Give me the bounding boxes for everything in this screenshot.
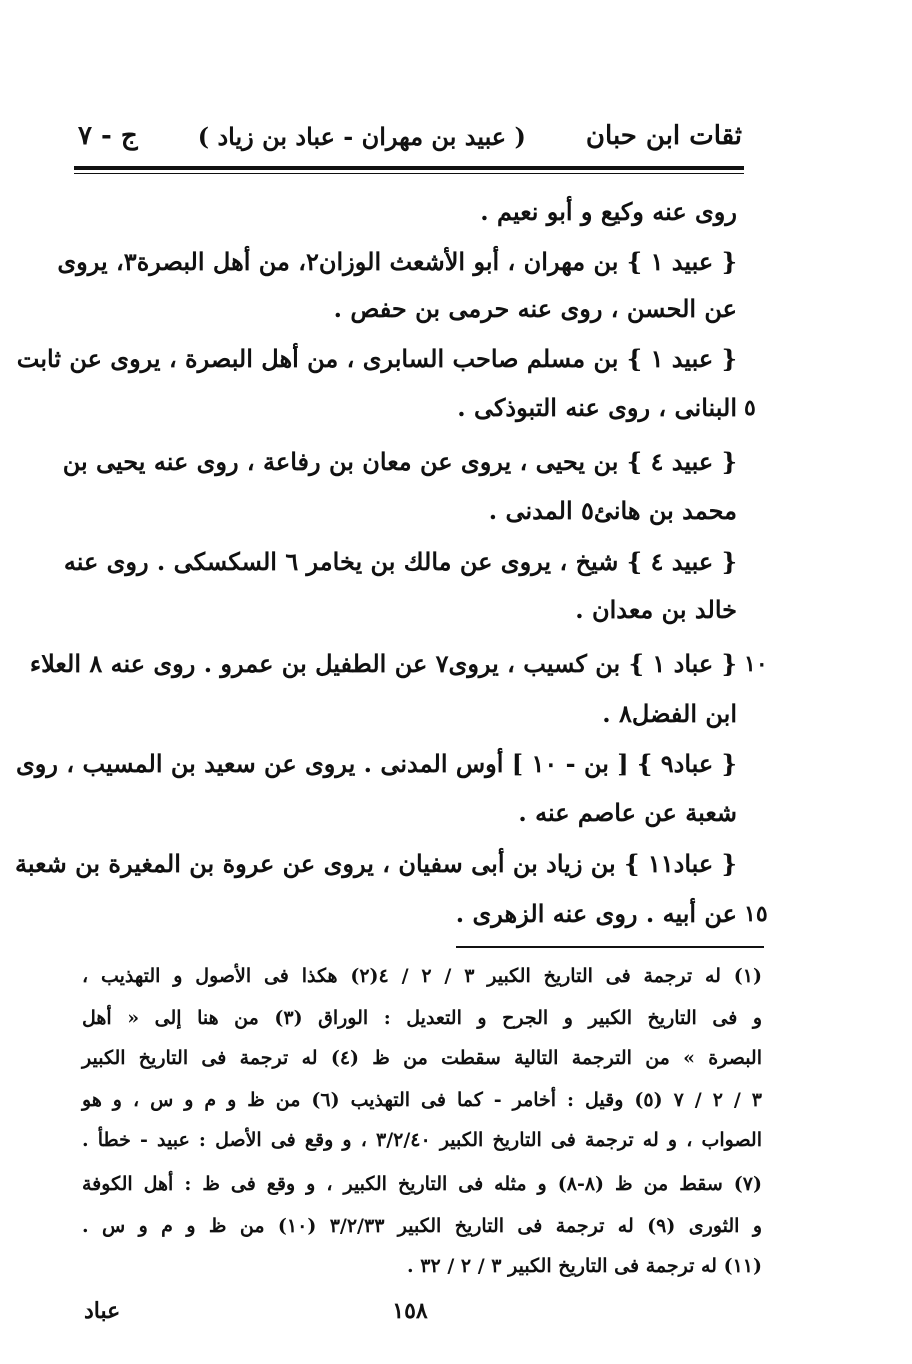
text-line-15: عن أبيه . روى عنه الزهرى . xyxy=(455,899,737,928)
footnote-line-6: (٧) سقط من ظ (٨-٨) و مثله فى التاريخ الكبير ، و وقع فى ظ : أهل الكوفة xyxy=(82,1173,762,1195)
text-line-1: روى عنه وكيع و أبو نعيم . xyxy=(480,197,737,226)
text-line-3: عن الحسن ، روى عنه حرمى بن حفص . xyxy=(333,294,737,323)
catchword: عباد xyxy=(84,1298,121,1324)
text-line-5: البنانى ، روى عنه التبوذكى . xyxy=(457,393,737,422)
page-number: ١٥٨ xyxy=(392,1298,428,1324)
text-line-11: ابن الفضل٨ . xyxy=(602,699,737,728)
footnote-line-8: (١١) له ترجمة فى التاريخ الكبير ٣ / ٢ / ٣٢ . xyxy=(407,1255,762,1277)
footnote-line-3: البصرة » من الترجمة التالية سقطت من ظ (٤) له ترجمة فى التاريخ الكبير xyxy=(82,1047,762,1069)
text-line-13: شعبة عن عاصم عنه . xyxy=(518,798,737,827)
line-number-5: ٥ xyxy=(744,395,756,421)
footnote-line-1: (١) له ترجمة فى التاريخ الكبير ٣ / ٢ / ٤(٢) هكذا فى الأصول و التهذيب ، xyxy=(82,965,763,987)
text-line-7: محمد بن هانئ٥ المدنى . xyxy=(488,496,737,525)
line-number-10: ١٠ xyxy=(744,651,768,677)
footnote-line-2: و فى التاريخ الكبير و الجرح و التعديل : الوراق (٣) من هنا إلى « أهل xyxy=(82,1007,763,1029)
text-line-6: { عبيد ٤ } بن يحيى ، يروى عن معان بن رفاعة ، روى عنه يحيى بن xyxy=(62,447,737,476)
text-line-9: خالد بن معدان . xyxy=(575,595,737,624)
text-line-2: { عبيد ١ } بن مهران ، أبو الأشعث الوزان٢، من أهل البصرة٣، يروى xyxy=(57,247,737,276)
running-header xyxy=(78,112,742,160)
header-rule xyxy=(74,166,744,170)
footnote-line-5: الصواب ، و له ترجمة فى التاريخ الكبير ٣/٢/٤٠ ، و وقع فى الأصل : عبيد - خطأ . xyxy=(82,1129,762,1151)
header-entry-range: ( عبيد بن مهران - عباد بن زياد ) xyxy=(197,121,526,151)
header-book-title: ثقات ابن حبان xyxy=(585,121,742,151)
footnote-line-7: و الثورى (٩) له ترجمة فى التاريخ الكبير ٣/٢/٣٣ (١٠) من ظ و م و س . xyxy=(82,1215,763,1237)
header-rule-thin xyxy=(74,173,744,174)
text-line-12: { عباد٩ } [ بن - ١٠ ] أوس المدنى . يروى عن سعيد بن المسيب ، روى xyxy=(16,749,737,778)
footnote-line-4: ٣ / ٢ / ٧ (٥) وقيل : أخامر - كما فى التهذيب (٦) من ظ و م و س ، و هو xyxy=(82,1089,763,1111)
text-line-10: { عباد ١ } بن كسيب ، يروى٧ عن الطفيل بن عمرو . روى عنه ٨ العلاء xyxy=(29,649,737,678)
header-volume: ج - ٧ xyxy=(78,121,138,151)
text-line-8: { عبيد ٤ } شيخ ، يروى عن مالك بن يخامر ٦ السكسكى . روى عنه xyxy=(63,547,737,576)
text-line-4: { عبيد ١ } بن مسلم صاحب السابرى ، من أهل البصرة ، يروى عن ثابت xyxy=(16,344,737,373)
text-line-14: { عباد١١ } بن زياد بن أبى سفيان ، يروى عن عروة بن المغيرة بن شعبة xyxy=(14,849,737,878)
footnote-separator xyxy=(456,946,764,948)
line-number-15: ١٥ xyxy=(744,901,768,927)
